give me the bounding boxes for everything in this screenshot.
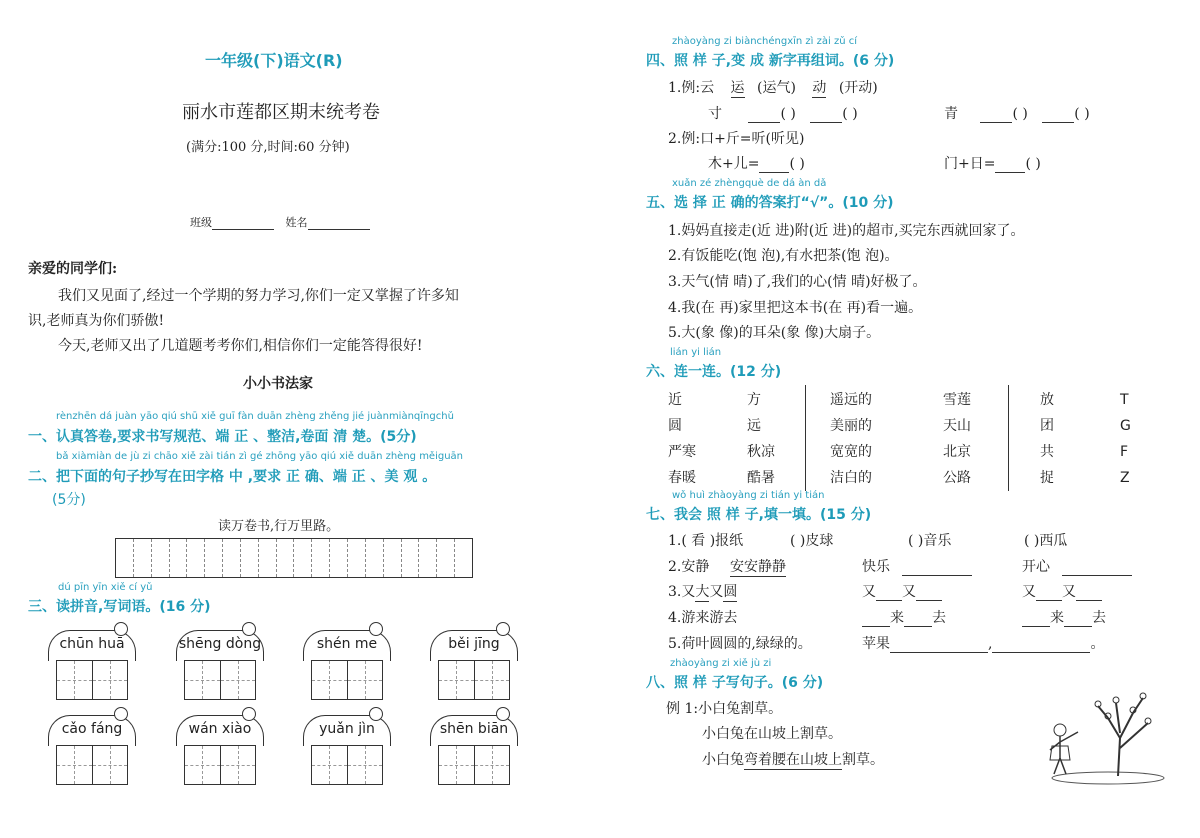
q7-4-blank-2[interactable]: 来 去 [1022,607,1106,627]
q2-score: (5分) [52,492,86,508]
q1-pinyin: rènzhēn dá juàn yāo qiú shū xiě guī fàn duān zhèng zhěng jié juànmiànqīngchǔ [56,411,454,422]
exam-title: 丽水市莲都区期末统考卷 [182,102,380,123]
q7-2c[interactable]: 快乐 [862,556,972,576]
match-col-3[interactable]: 遥远的 美丽的 宽宽的 洁白的 [830,392,872,486]
proverb: 读万卷书,行万里路。 [218,519,340,534]
q8-example: 例 1:小白兔割草。 [666,701,783,717]
pinyin-hut[interactable] [303,707,391,795]
q8-pinyin: zhàoyàng zi xiě jù zi [670,658,772,669]
snail-icon [242,707,256,721]
pinyin-word: shén me [316,636,378,652]
class-field[interactable] [190,214,370,230]
pinyin-hut[interactable] [430,622,518,710]
question-7: 七、我会 照 样 子,填一填。(15 分) [646,507,872,523]
q7-3-blank-1[interactable]: 又 又 [862,581,942,601]
writing-grid[interactable] [115,538,473,578]
q7-3a: 3.又大又圆 [668,581,737,602]
pinyin-word: shēn biān [439,721,509,737]
snail-icon [114,707,128,721]
pinyin-word: chūn huā [59,636,125,652]
question-1: 一、认真答卷,要求书写规范、端 正 、整洁,卷面 清 楚。(5分) [28,429,417,445]
q7-1d[interactable]: ( )西瓜 [1024,533,1068,549]
q4-row-cun[interactable]: 寸 ( ) ( ) [708,106,858,122]
intro-line-1: 我们又见面了,经过一个学期的努力学习,你们一定又掌握了许多知 [58,288,459,304]
q5-item[interactable]: 4.我(在 再)家里把这本书(在 再)看一遍。 [668,300,923,316]
q6-pinyin: lián yi lián [670,347,722,358]
pinyin-word: cǎo fáng [61,721,123,737]
question-6: 六、连一连。(12 分) [646,364,782,380]
pinyin-word: yuǎn jìn [319,721,375,737]
paper-header: 一年级(下)语文(R) [205,51,343,70]
section-title: 小小书法家 [243,376,313,392]
q8-example-2: 小白兔在山坡上割草。 [702,726,842,742]
question-4: 四、照 样 子,变 成 新字再组词。(6 分) [646,53,895,69]
question-3: 三、读拼音,写词语。(16 分) [28,599,211,615]
q7-4a: 4.游来游去 [668,610,738,626]
tree-girl-illustration [1038,688,1168,788]
pinyin-hut[interactable] [48,707,136,795]
q5-item[interactable]: 2.有饭能吃(饱 泡),有水把茶(饱 泡)。 [668,248,899,264]
name-label: 姓名 [285,216,308,229]
match-col-1[interactable]: 近 圆 严寒 春暖 [668,392,696,486]
q7-pinyin: wǒ huì zhàoyàng zi tián yi tián [672,490,825,501]
pinyin-hut[interactable] [176,707,264,795]
q5-item[interactable]: 1.妈妈直接走(近 进)附(近 进)的超市,买完东西就回家了。 [668,223,1025,239]
question-2: 二、把下面的句子抄写在田字格 中 ,要求 正 确、端 正 、美 观 。 [28,469,437,485]
q4-pinyin: zhàoyàng zi biànchéngxīn zì zài zǔ cí [672,36,858,47]
q7-5a: 5.荷叶圆圆的,绿绿的。 [668,636,812,652]
snail-icon [496,707,510,721]
q7-2d[interactable]: 开心 [1022,556,1132,576]
q5-item[interactable]: 5.大(象 像)的耳朵(象 像)大扇子。 [668,325,881,341]
intro-line-2: 识,老师真为你们骄傲! [28,313,165,329]
q7-2a: 2.安静 [668,559,710,575]
q4-row-mu[interactable]: 木+儿= ( ) [708,156,805,172]
q8-example-3: 小白兔弯着腰在山坡上割草。 [702,749,884,770]
q4-row-men[interactable]: 门+日= ( ) [944,156,1041,172]
match-col-4[interactable]: 雪莲 天山 北京 公路 [943,392,971,486]
intro-line-3: 今天,老师又出了几道题考考你们,相信你们一定能答得很好! [58,338,423,354]
q5-pinyin: xuǎn zé zhèngquè de dá àn dǎ [672,178,827,189]
q5-item[interactable]: 3.天气(情 晴)了,我们的心(情 晴)好极了。 [668,274,927,290]
match-col-2[interactable]: 方 远 秋凉 酷暑 [747,392,775,486]
pinyin-hut[interactable] [48,622,136,710]
q7-1c[interactable]: ( )音乐 [908,533,952,549]
pinyin-word: běi jīng [448,636,500,652]
divider [805,385,806,491]
snail-icon [369,622,383,636]
q7-3-blank-2[interactable]: 又 又 [1022,581,1102,601]
q7-5-blank[interactable]: 苹果 , 。 [862,636,1105,652]
q3-pinyin: dú pīn yīn xiě cí yǔ [58,582,153,593]
snail-icon [242,622,256,636]
question-8: 八、照 样 子写句子。(6 分) [646,675,824,691]
pinyin-hut[interactable] [303,622,391,710]
pinyin-word: wán xiào [188,721,252,737]
pinyin-hut[interactable] [176,622,264,710]
match-col-6[interactable]: T G F Z [1120,392,1131,486]
match-col-5[interactable]: 放 团 共 捉 [1040,392,1054,486]
divider [1008,385,1009,491]
pinyin-word: shēng dòng [178,636,262,652]
q4-example-2: 2.例:口+斤=听(听见) [668,131,805,147]
q4-example-1: 1.例:云 运 (运气) 动 (开动) [668,77,878,98]
snail-icon [114,622,128,636]
q7-4-blank-1[interactable]: 来 去 [862,607,946,627]
snail-icon [369,707,383,721]
pinyin-hut[interactable] [430,707,518,795]
q2-pinyin: bǎ xiàmiàn de jù zi chāo xiě zài tián zì gé zhōng yāo qiú xiě duān zhèng měiguān [56,451,464,462]
q4-row-qing[interactable]: 青 ( ) ( ) [944,106,1090,122]
q7-1b[interactable]: ( )皮球 [790,533,834,549]
exam-subtitle: (满分:100 分,时间:60 分钟) [186,140,350,155]
question-5: 五、选 择 正 确的答案打“√”。(10 分) [646,195,894,211]
snail-icon [496,622,510,636]
q7-1a: 1.( 看 )报纸 [668,533,744,549]
q7-2b: 安安静静 [730,556,786,577]
greeting: 亲爱的同学们: [28,261,118,277]
class-label: 班级 [190,216,212,229]
